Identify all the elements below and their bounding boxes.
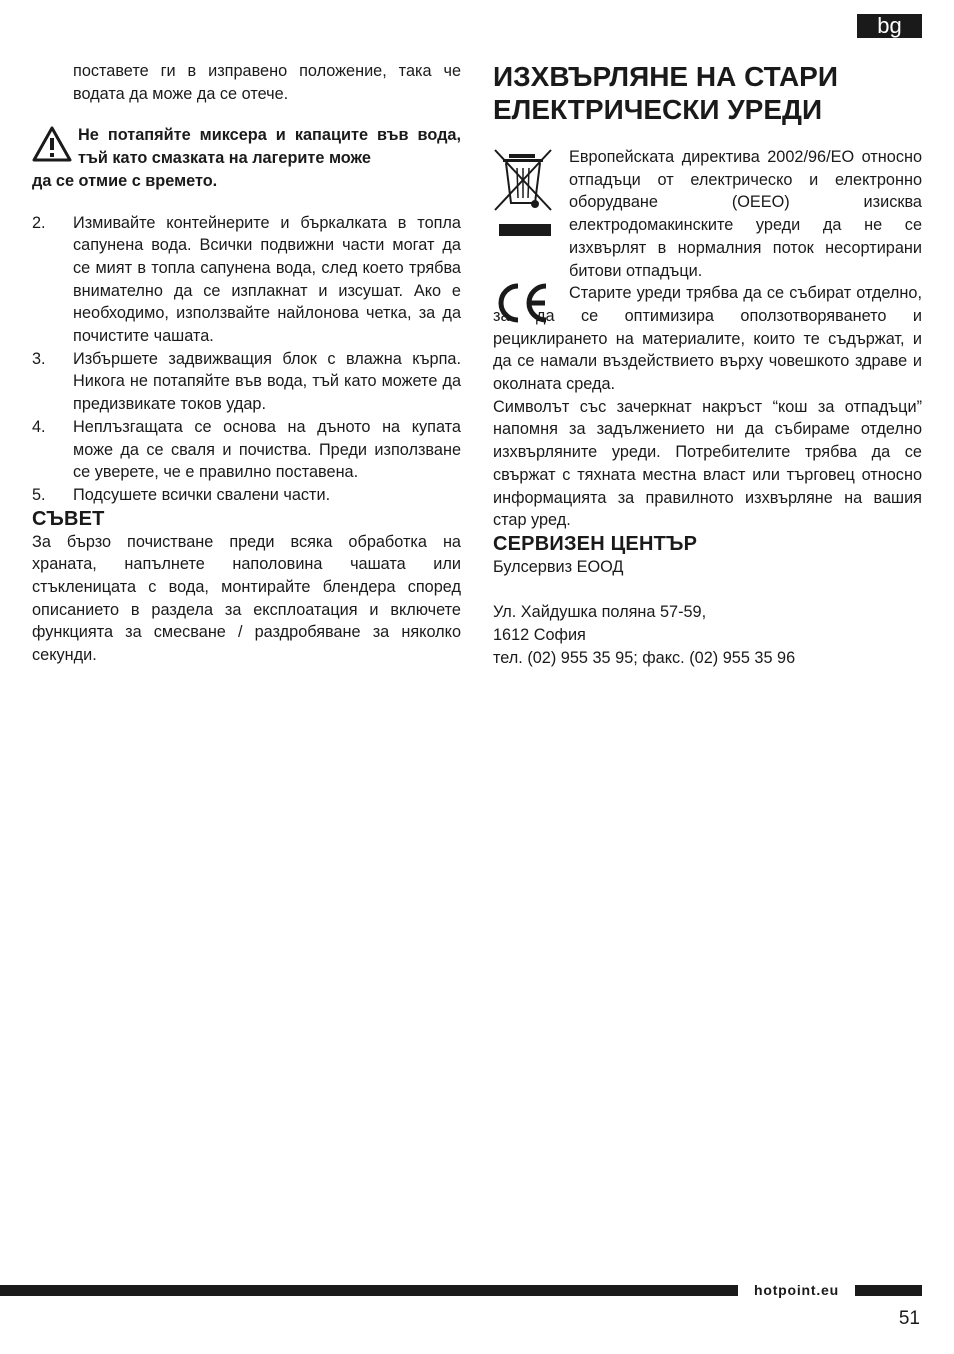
weee-directive-paragraph: Европейската директива 2002/96/ЕО относно отпадъци от електрическо и електронно оборудване (ОЕЕО) изисква електродомакинските уреди да не се изхвърлят в нормалния поток несортирани битови отпадъци. bbox=[569, 148, 922, 280]
right-column bbox=[493, 60, 922, 669]
step-number: 4. bbox=[32, 417, 46, 436]
cleaning-steps-list bbox=[32, 212, 461, 507]
company-name: Булсервиз ЕООД bbox=[493, 557, 624, 576]
list-item bbox=[32, 212, 461, 348]
weee-section bbox=[493, 146, 922, 532]
step-text: Измивайте контейнерите и бъркалката в топла сапунена вода. Всички подвижни части могат да се мият в топла сапунена вода, след което трябва внимателно да се изплакнат и изсушат. Ако е необходимо, използвайте найлонова четка, за да почистите чашата. bbox=[73, 213, 461, 346]
ce-mark-icon bbox=[493, 281, 551, 325]
disposal-heading-line1: ИЗХВЪРЛЯНЕ НА СТАРИ bbox=[493, 61, 838, 92]
step-text: Подсушете всички свалени части. bbox=[73, 485, 331, 504]
phone-fax: тел. (02) 955 35 95; факс. (02) 955 35 96 bbox=[493, 648, 796, 667]
ce-paragraph: Старите уреди трябва да се събират отделно, за да се оптимизира оползотворяването и рециклирането на материалите, които те съдържат, и да се намали въздействието върху човешкото здраве и околната среда. bbox=[493, 284, 922, 394]
street-address: Ул. Хайдушка поляна 57-59, bbox=[493, 603, 707, 622]
blank-line bbox=[493, 579, 922, 602]
step-number: 2. bbox=[32, 213, 46, 232]
intro-paragraph: поставете ги в изправено положение, така че водата да може да се отече. bbox=[73, 62, 461, 103]
disposal-heading bbox=[493, 60, 922, 126]
tip-paragraph: За бързо почистване преди всяка обработка на храната, напълнете наполовина чашата или стъкленицата с вода, монтирайте блендера според описанието в раздела за експлоатация и включете функцията за смесване / раздробяване за няколко секунди. bbox=[32, 532, 461, 665]
step-text: Избършете задвижващия блок с влажна кърпа. Никога не потапяйте във вода, тъй като можете да предизвикате токов удар. bbox=[73, 349, 461, 414]
service-address bbox=[493, 556, 922, 670]
left-column bbox=[32, 60, 461, 667]
warning-text-line2: да се отмие с времето. bbox=[32, 171, 218, 190]
footer-bar-left bbox=[0, 1285, 738, 1296]
tip-heading: СЪВЕТ bbox=[32, 507, 105, 530]
service-center-heading: СЕРВИЗЕН ЦЕНТЪР bbox=[493, 532, 698, 555]
list-item bbox=[32, 348, 461, 416]
warning-triangle-icon bbox=[32, 126, 72, 162]
list-item bbox=[32, 484, 461, 507]
list-item bbox=[32, 416, 461, 484]
step-number: 5. bbox=[32, 485, 46, 504]
warning-block bbox=[32, 124, 461, 192]
footer-brand: hotpoint.eu bbox=[753, 1282, 839, 1298]
step-number: 3. bbox=[32, 349, 46, 368]
city-address: 1612 София bbox=[493, 626, 586, 645]
footer-bar-right bbox=[855, 1285, 922, 1296]
language-badge: bg bbox=[857, 14, 922, 38]
warning-text-line1: Не потапяйте миксера и капаците във вода, тъй като смазката на лагерите може bbox=[78, 126, 461, 168]
step-text: Неплъзгащата се основа на дъното на купата може да се сваля и почиства. Преди използване се уверете, че е правилно поставена. bbox=[73, 417, 461, 482]
symbol-paragraph: Символът със зачеркнат накръст “кош за отпадъци” напомня за задължението ни да събираме отделно изхвърляните уреди. Потребителите трябва да се свържат с тяхната местна власт или търговец относно информацията за правилното изхвърляне на вашия стар уред. bbox=[493, 397, 922, 530]
crossed-out-bin-icon bbox=[493, 148, 553, 240]
disposal-heading-line2: ЕЛЕКТРИЧЕСКИ УРЕДИ bbox=[493, 94, 823, 125]
page-number: 51 bbox=[898, 1308, 920, 1329]
